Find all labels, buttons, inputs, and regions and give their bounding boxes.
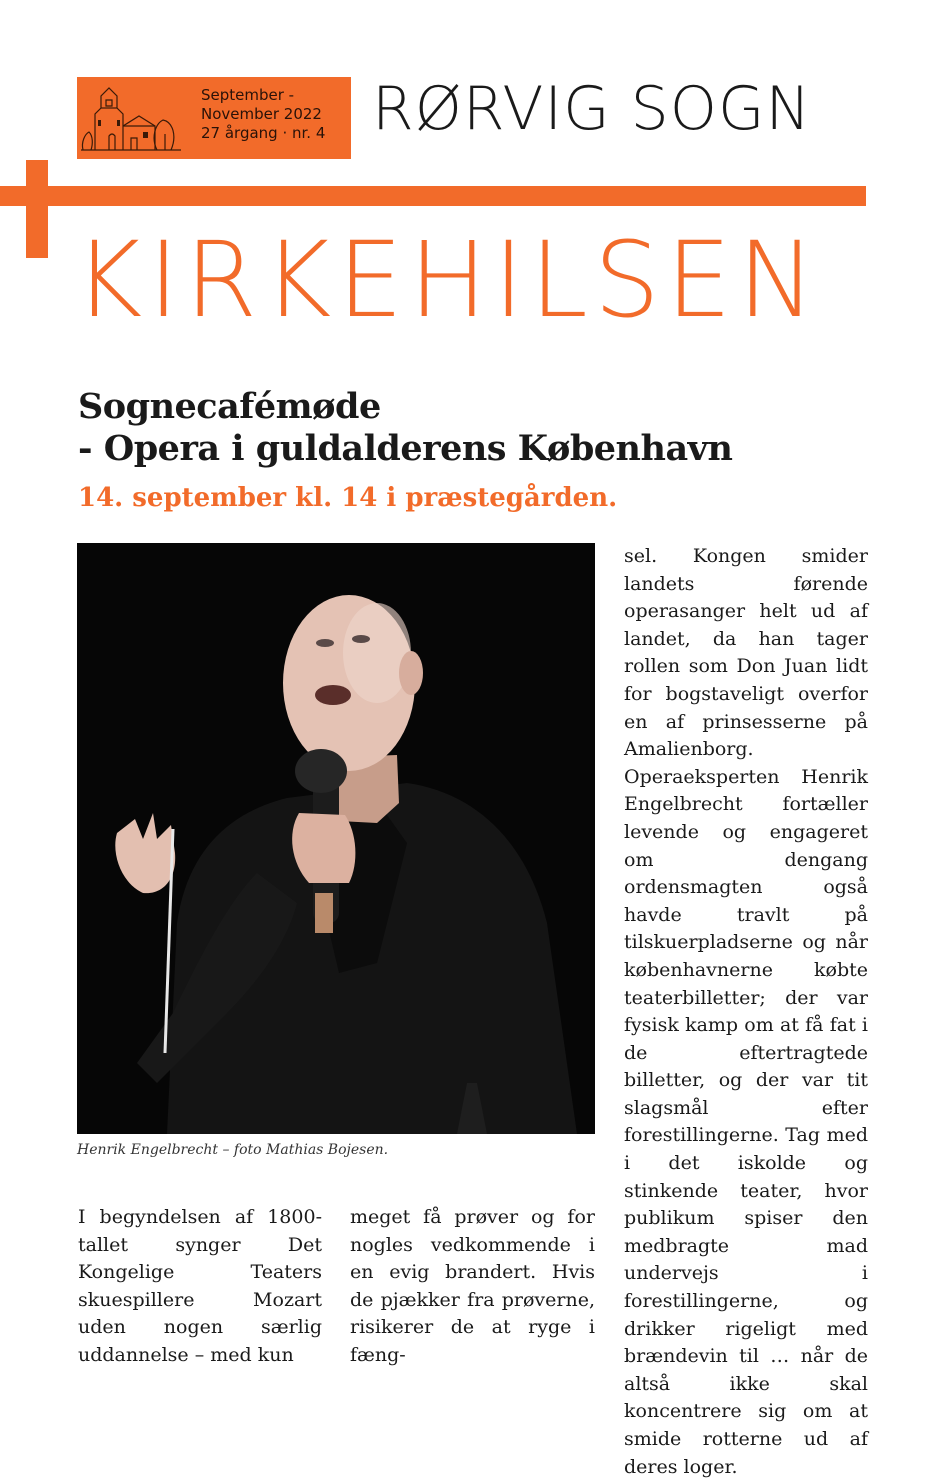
- headline-line-2: - Opera i guldalderens København: [78, 428, 733, 469]
- photo-caption: Henrik Engelbrecht – foto Mathias Bojesen.: [77, 1142, 389, 1158]
- singer-photo-illustration: [77, 543, 595, 1134]
- article-column-2: meget få prøver og for nogles vedkommende i en evig brandert. Hvis de pjækker fra prøverne, risikerer de at ryge i fæng-: [350, 1206, 595, 1366]
- issue-info-box: [77, 77, 351, 159]
- issue-volume-number: 27 årgang · nr. 4: [201, 124, 326, 142]
- article-column-1: I begyndelsen af 1800-tallet synger Det Kongelige Teaters skuespillere Mozart uden nogen særlig uddannelse – med kun: [78, 1206, 322, 1366]
- article-headline: [78, 386, 868, 470]
- church-illustration-icon: [79, 80, 183, 156]
- cross-icon: [0, 183, 866, 209]
- issue-period-start: September -: [201, 86, 295, 104]
- article-subheadline: 14. september kl. 14 i præstegården.: [78, 483, 618, 513]
- masthead-title: KIRKEHILSEN: [74, 219, 822, 341]
- parish-title: RØRVIG SOGN: [372, 74, 812, 144]
- issue-period-end: November 2022: [201, 105, 322, 123]
- article-column-3: sel. Kongen smider landets førende operasanger helt ud af landet, da han tager rollen som Don Juan lidt for bogstaveligt overfor en af prinsesserne på Amalienborg. Operaeksperten Henrik Engelbrecht fortæller levende og engageret om dengang ordensmagten også havde travlt på tilskuerpladserne og når københavnerne købte teaterbilletter; der var fysisk kamp om at få fat i de eftertragtede billetter, og der var tit slagsmål efter forestillingerne. Tag med i det iskolde og stinkende teater, hvor publikum spiser den medbragte mad undervejs i forestillingerne, og drikker rigeligt med brændevin til … når de altså ikke skal koncentrere sig om at smide rotterne ud af deres loger.: [624, 545, 868, 1478]
- headline-line-1: Sognecafémøde: [78, 386, 381, 427]
- article-photo: [77, 543, 595, 1134]
- cross-vertical-bar: [0, 160, 60, 260]
- issue-details: [201, 86, 351, 143]
